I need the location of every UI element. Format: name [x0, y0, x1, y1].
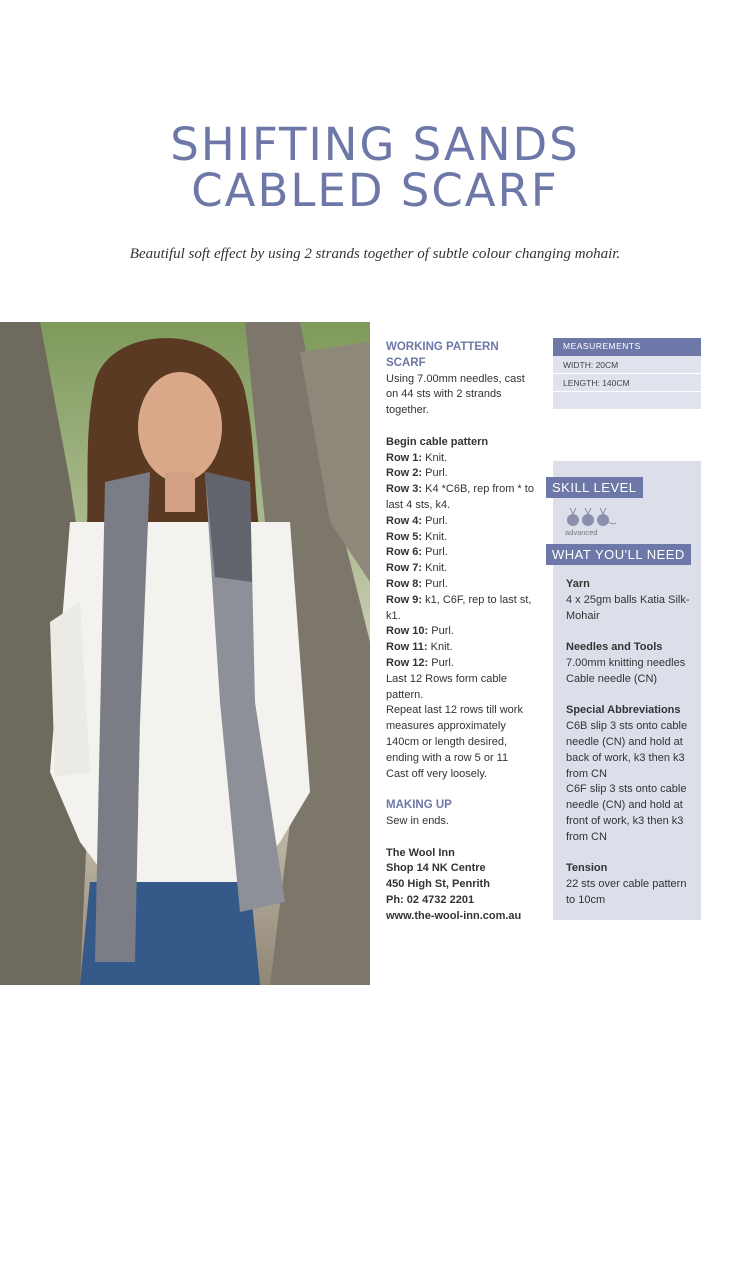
row-item: Row 8: Purl.	[386, 577, 448, 590]
store-website: www.the-wool-inn.com.au	[386, 909, 522, 922]
page-title	[0, 118, 750, 217]
yarn-balls-icon	[566, 506, 616, 528]
subtitle: Beautiful soft effect by using 2 strands together of subtle colour changing mohair.	[129, 246, 621, 262]
row-item: Row 11: Knit.	[386, 641, 453, 654]
measurements-heading: MEASUREMENTS	[553, 338, 701, 356]
row-item: Row 7: Knit.	[386, 562, 448, 575]
row-item: Row 3: K4 *C6B, rep from * to last 4 sts, k4.	[386, 483, 534, 511]
abbr-c6b: C6B slip 3 sts onto cable needle (CN) and hold at back of work, k3 then k3 from CN	[566, 720, 688, 780]
row-item: Row 5: Knit.	[386, 530, 448, 543]
measurement-width: WIDTH: 20CM	[553, 356, 701, 374]
yarn-text: 4 x 25gm balls Katia Silk-Mohair	[566, 593, 690, 622]
row-item: Row 1: Knit.	[386, 451, 448, 464]
tools-line-2: Cable needle (CN)	[566, 672, 658, 685]
tension-heading: Tension	[566, 862, 608, 875]
cable-heading: Begin cable pattern	[386, 435, 489, 448]
skill-level-value: advanced	[565, 528, 598, 537]
needs-column	[566, 577, 694, 909]
abbr-c6f: C6F slip 3 sts onto cable needle (CN) and hold at front of work, k3 then k3 from CN	[566, 783, 687, 843]
pattern-outro-1: Last 12 Rows form cable pattern.	[386, 672, 508, 701]
pattern-outro-3: Cast off very loosely.	[386, 767, 488, 780]
row-item: Row 6: Purl.	[386, 546, 448, 559]
row-item: Row 12: Purl.	[386, 656, 454, 669]
row-item: Row 4: Purl.	[386, 514, 448, 527]
pattern-outro-2: Repeat last 12 rows till work measures approximately 140cm or length desired, ending with a row 5 or 11	[386, 704, 523, 764]
skill-level-heading: SKILL LEVEL	[546, 477, 643, 498]
heading-making-up: MAKING UP	[386, 799, 452, 812]
page-number: 62	[41, 1270, 54, 1285]
measurement-empty-row	[553, 392, 701, 410]
row-item: Row 10: Purl.	[386, 625, 454, 638]
heading-working-pattern: WORKING PATTERN	[386, 341, 499, 353]
store-address-2: 450 High St, Penrith	[386, 878, 490, 891]
measurement-length: LENGTH: 140CM	[553, 374, 701, 392]
measurements-box	[553, 338, 701, 410]
pattern-intro: Using 7.00mm needles, cast on 44 sts with 2 strands together.	[386, 372, 525, 417]
store-phone: Ph: 02 4732 2201	[386, 893, 475, 906]
magazine-name: Creative Knitting	[60, 1273, 141, 1285]
model-photo	[0, 322, 370, 1285]
folio	[41, 1270, 141, 1286]
pattern-column	[386, 340, 536, 924]
tension-text: 22 sts over cable pattern to 10cm	[566, 878, 687, 906]
row-item: Row 9: k1, C6F, rep to last st, k1.	[386, 593, 532, 622]
tools-heading: Needles and Tools	[566, 641, 663, 654]
what-youll-need-heading: WHAT YOU'LL NEED	[546, 544, 691, 565]
abbr-heading: Special Abbreviations	[566, 704, 681, 717]
tools-line-1: 7.00mm knitting needles	[566, 656, 686, 669]
making-up-text: Sew in ends.	[386, 814, 449, 827]
row-item: Row 2: Purl.	[386, 467, 448, 480]
title-line-1: SHIFTING SANDS	[170, 118, 580, 171]
store-address-1: Shop 14 NK Centre	[386, 862, 486, 875]
heading-scarf: SCARF	[386, 356, 426, 369]
title-line-2: CABLED SCARF	[191, 164, 559, 217]
store-name: The Wool Inn	[386, 846, 455, 859]
yarn-heading: Yarn	[566, 578, 590, 590]
photo-illustration	[0, 322, 370, 985]
